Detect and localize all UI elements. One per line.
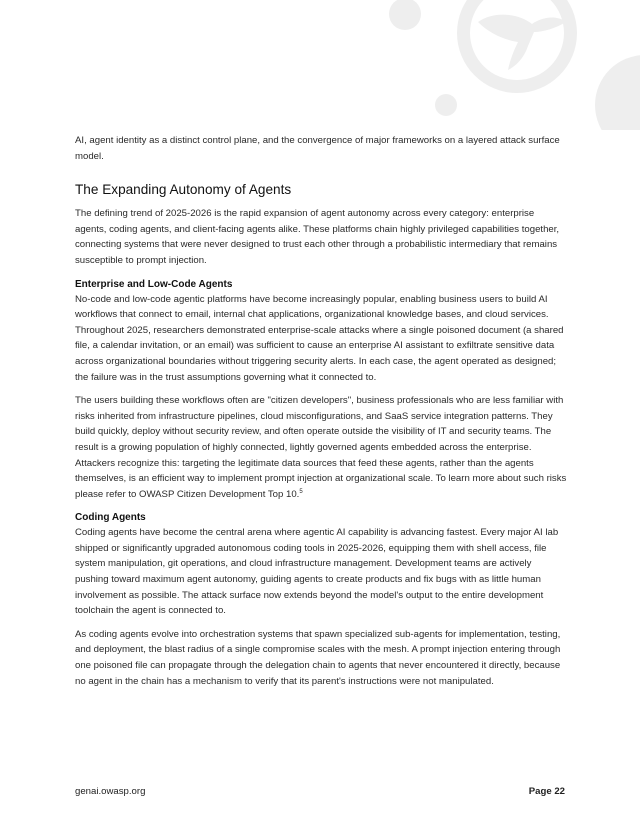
wasp-logo-icon: [457, 0, 577, 93]
footer-url[interactable]: genai.owasp.org: [75, 786, 146, 797]
page-number: Page 22: [528, 786, 565, 797]
enterprise-paragraph-2-text: The users building these workflows often are "citizen developers", business professionals who are less familiar with risks inherited from infrastructure pipelines, cloud misconfigurations, and SaaS service integration patterns. They build quickly, deploy without security review, and often operate outside the visibility of IT and security teams. The result is a growing population of highly connected, lightly governed agents embedded across the enterprise. Attackers recognize this: targeting the legitimate data sources that feed these agents, rather than the agents themselves, is an efficient way to implement prompt injection at organizational scale. To learn more about such risks please refer to OWASP Citizen Development Top 10.: [75, 395, 567, 500]
page-content: [75, 133, 567, 689]
footnote-marker: 5: [299, 488, 303, 495]
coding-paragraph-1: Coding agents have become the central arena where agentic AI capability is advancing fastest. Every major AI lab shipped or significantly upgraded autonomous coding tools in 2025-2026, equipping them with shell access, file system manipulation, git operations, and cloud infrastructure management. Development teams are actively pushing toward maximum agent autonomy, guiding agents to create products and fix bugs with as little human involvement as possible. The attack surface now extends beyond the model's output to the entire development toolchain the agent is connected to.: [75, 527, 559, 617]
deco-circle-large: [595, 55, 640, 130]
enterprise-paragraph-2: [75, 393, 567, 502]
subsection-heading-coding: Coding Agents: [75, 512, 146, 524]
section-intro-paragraph: The defining trend of 2025-2026 is the rapid expansion of agent autonomy across every category: enterprise agents, coding agents, and client-facing agents alike. These platforms chain highly privileged capabilities together, connecting systems that were never designed to trust each other through a probabilistic intermediary that remains susceptible to prompt injection.: [75, 208, 560, 266]
coding-paragraph-2: As coding agents evolve into orchestration systems that spawn specialized sub-agents for implementation, testing, and deployment, the blast radius of a single compromise scales with the mesh. A prompt injection entering through one poisoned file can propagate through the delegation chain to agents that never encountered it directly, because no agent in the chain has a mechanism to verify that its parent's instructions were not manipulated.: [75, 628, 561, 687]
deco-circle-mid: [435, 94, 457, 116]
enterprise-paragraph-1: No-code and low-code agentic platforms have become increasingly popular, enabling business users to build AI workflows that connect to email, internal chat applications, organizational knowledge bases, and cloud services. Throughout 2025, researchers demonstrated enterprise-scale attacks where a single poisoned document (a shared file, a calendar invitation, or an email) was sufficient to cause an enterprise AI assistant to exfiltrate sensitive data across organizational boundaries without triggering security alerts. In each case, the agent operated as designed; the failure was in the trust assumptions governing what it connected to.: [75, 293, 564, 383]
deco-circle-small: [389, 0, 421, 30]
header-decoration: [0, 0, 640, 130]
subsection-heading-enterprise: Enterprise and Low-Code Agents: [75, 278, 233, 290]
intro-paragraph: AI, agent identity as a distinct control plane, and the convergence of major frameworks on a layered attack surface model.: [75, 135, 560, 162]
section-title: The Expanding Autonomy of Agents: [75, 182, 292, 198]
